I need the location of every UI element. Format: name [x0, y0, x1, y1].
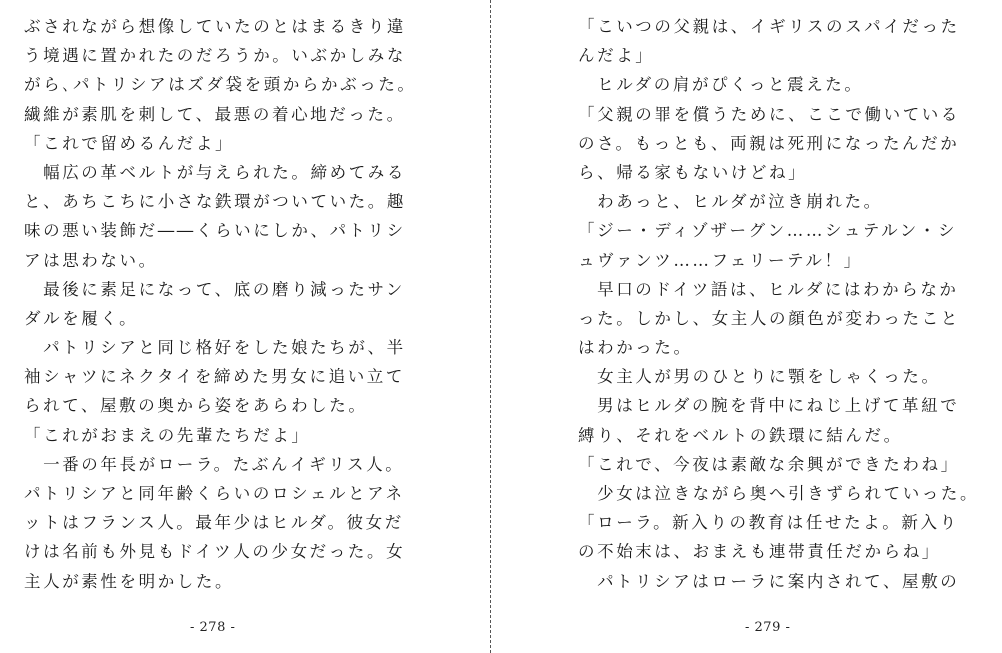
text-line: 少女は泣きながら奥へ引きずられていった。 [578, 484, 980, 503]
text-line: ら、帰る家もないけどね」 [578, 162, 808, 182]
left-page [0, 0, 490, 653]
text-line: アは思わない。 [24, 250, 158, 270]
text-line: 女主人が男のひとりに顎をしゃくった。 [578, 367, 941, 387]
text-line: パトリシアと同じ格好をした娘たちが、半 [24, 338, 406, 358]
text-line: 袖シャツにネクタイを締めた男女に追い立て [24, 367, 406, 387]
text-line: う境遇に置かれたのだろうか。いぶかしみな [24, 46, 406, 66]
text-line: 「ジー・ディゾザーグン……シュテルン・シ [578, 221, 958, 241]
text-line: パトリシアと同年齢くらいのロシェルとアネ [24, 484, 405, 503]
text-line: 縛り、それをベルトの鉄環に結んだ。 [578, 425, 903, 445]
text-line: ットはフランス人。最年少はヒルダ。彼女だ [24, 513, 404, 533]
text-line: はわかった。 [578, 338, 693, 358]
text-line: ダルを履く。 [24, 308, 139, 328]
page-number-right: - 279 - [745, 620, 791, 635]
text-line: パトリシアはローラに案内されて、屋敷の [578, 571, 960, 591]
text-line: のさ。もっとも、両親は死刑になったんだか [578, 133, 960, 153]
text-line: わあっと、ヒルダが泣き崩れた。 [578, 192, 883, 212]
right-page-body [578, 12, 979, 596]
text-line: 男はヒルダの腕を背中にねじ上げて革紐で [578, 396, 960, 416]
text-line: った。しかし、女主人の顔色が変わったこと [578, 308, 960, 328]
left-page-body [24, 12, 417, 596]
text-line: と、あちこちに小さな鉄環がついていた。趣 [24, 192, 406, 212]
text-line: 「これで、今夜は素敵な余興ができたわね」 [578, 454, 960, 474]
page-divider [490, 0, 491, 653]
text-line: んだよ」 [578, 46, 655, 66]
text-line: の不始末は、おまえも連帯責任だからね」 [578, 542, 941, 562]
text-line: られて、屋敷の奥から姿をあらわした。 [24, 396, 368, 416]
text-line: 繊維が素肌を刺して、最悪の着心地だった。 [24, 104, 406, 124]
text-line: 早口のドイツ語は、ヒルダにはわからなか [578, 279, 959, 299]
text-line: 主人が素性を明かした。 [24, 571, 235, 591]
text-line: ュヴァンツ……フェリーテル！」 [578, 250, 863, 270]
text-line: 「こいつの父親は、イギリスのスパイだった [578, 17, 960, 36]
text-line: 「これがおまえの先輩たちだよ」 [24, 425, 311, 445]
text-line: 幅広の革ベルトが与えられた。締めてみる [24, 162, 406, 182]
page-number-left: - 278 - [190, 620, 236, 635]
right-page [492, 0, 1002, 653]
text-line: ぶされながら想像していたのとはまるきり違 [24, 17, 406, 36]
text-line: ヒルダの肩がぴくっと震えた。 [578, 75, 864, 95]
text-line: 味の悪い装飾だ――くらいにしか、パトリシ [24, 221, 406, 241]
text-line: けは名前も外見もドイツ人の少女だった。女 [24, 542, 406, 562]
text-line: 一番の年長がローラ。たぶんイギリス人。 [24, 454, 405, 474]
text-line: がら､パトリシアはズダ袋を頭からかぶった。 [24, 75, 417, 95]
text-line: 「これで留めるんだよ」 [24, 133, 235, 153]
text-line: 最後に素足になって、底の磨り減ったサン [24, 279, 405, 299]
text-line: 「父親の罪を償うために、ここで働いている [578, 104, 960, 124]
text-line: 「ローラ。新入りの教育は任せたよ。新入り [578, 513, 959, 533]
